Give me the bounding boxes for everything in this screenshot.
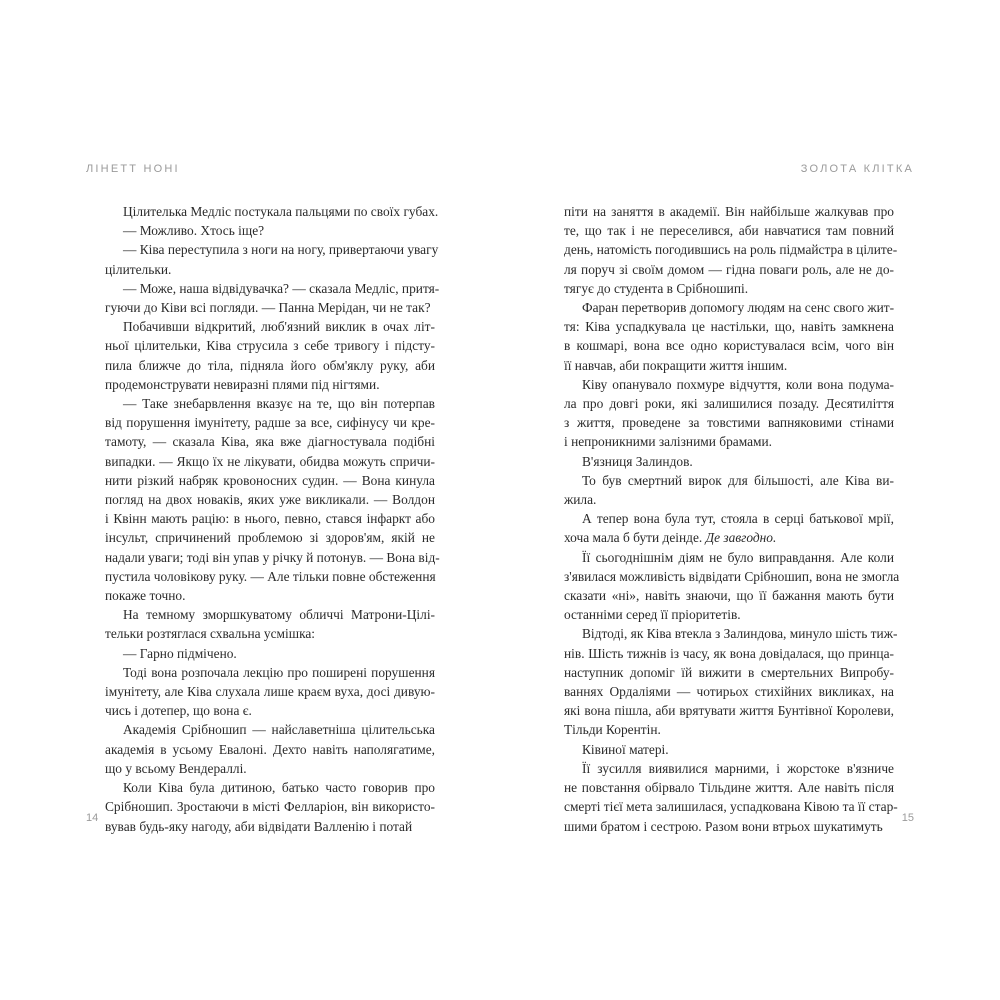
- text-line: Тоді вона розпочала лекцію про поширені порушення: [123, 664, 435, 680]
- paragraph: [105, 221, 435, 240]
- text-line: продемонструвати невиразні плями під нігтями.: [105, 376, 380, 392]
- paragraph: [105, 279, 440, 317]
- paragraph: [564, 298, 894, 375]
- text-line: які вона пішла, аби врятувати життя Бунтівної Королеви,: [564, 703, 894, 719]
- text-line: жила.: [564, 492, 597, 508]
- text-line: смерті тієї мета залишилася, успадкована Ківою та її стар-: [564, 799, 898, 815]
- paragraph: [105, 240, 439, 278]
- text-line: ньої цілительки, Ківа струсила з себе тривогу і підсту-: [105, 338, 435, 354]
- text-line: і непроникними залізними брамами.: [564, 434, 773, 450]
- page-number-right: 15: [901, 812, 914, 824]
- paragraph: [564, 375, 894, 452]
- text-line: академія в усьому Евалоні. Дехто навіть наполягатиме,: [105, 741, 435, 757]
- text-line: ла про довгі роки, які залишилися позаду. Десятиліття: [564, 396, 894, 412]
- text-line: Ківиної матері.: [582, 741, 669, 757]
- text-line: шими братом і сестрою. Разом вони втрьох шукатимуть: [564, 818, 883, 834]
- text-line: інсульт, спричинений проблемою зі здоров'ям, якій не: [105, 530, 435, 546]
- text-line: не повстання обірвало Тільдине життя. Але навіть після: [564, 780, 894, 796]
- text-line: Фаран перетворив допомогу людям на сенс свого жит-: [582, 300, 895, 316]
- text-line: те, що так і не переселився, аби навчатися там повний: [564, 223, 894, 239]
- paragraph: [564, 202, 898, 298]
- text-line: — Може, наша відвідувачка? — сказала Медліс, притя-: [123, 280, 440, 296]
- paragraph: [564, 509, 894, 547]
- text-line: На темному зморшкуватому обличчі Матрони-Цілі-: [123, 607, 435, 623]
- text-line: піти на заняття в академії. Він найбільше жалкував про: [564, 204, 894, 219]
- text-line: погляд на двох новаків, яких уже викликали. — Волдон: [105, 492, 435, 508]
- text-line: Ківу опанувало похмуре відчуття, коли вона подума-: [582, 376, 894, 392]
- paragraph: [564, 759, 898, 836]
- text-line: надали уваги; тоді він упав у річку й потонув. — Вона від-: [105, 549, 440, 565]
- text-line: В'язниця Залиндов.: [582, 453, 693, 469]
- text-line: останніми серед її пріоритетів.: [564, 607, 741, 623]
- text-line: випадки. — Якщо їх не лікувати, обидва можуть спричи-: [105, 453, 435, 469]
- text-line: її навчав, аби покращити життя іншим.: [564, 357, 788, 373]
- text-line: — Можливо. Хтось іще?: [123, 223, 265, 239]
- text-line: пустила чоловікову руку. — Але тільки повне обстеження: [105, 568, 436, 584]
- text-line: То був смертний вирок для більшості, але Ківа ви-: [582, 472, 894, 488]
- text-line: — Таке знебарвлення вказує на те, що він потерпав: [123, 396, 435, 412]
- text-line: цілительки.: [105, 261, 172, 277]
- text-line: день, натомість погодившись на роль підмайстра в цілите-: [564, 242, 898, 258]
- left-text-block: [105, 202, 440, 836]
- paragraph: [105, 720, 435, 778]
- text-line: — Ківа переступила з ноги на ногу, привертаючи увагу: [123, 242, 439, 258]
- paragraph: [105, 317, 435, 394]
- text-line: Її сьогоднішнім діям не було виправдання. Але коли: [582, 549, 894, 565]
- running-header-author: ЛІНЕТТ НОНІ: [86, 163, 180, 175]
- text-line: наступник допоміг їй вижити в смертельних Випробу-: [564, 664, 894, 680]
- text-line: з життя, проведене за товстими вапняковими стінами: [564, 415, 894, 431]
- right-page: [500, 0, 1000, 1000]
- text-line: Срібношип. Зростаючи в місті Фелларіон, він використо-: [105, 799, 435, 815]
- text-line: Тільди Корентін.: [564, 722, 661, 738]
- text-line: — Гарно підмічено.: [123, 645, 237, 661]
- text-line: тягує до студента в Срібношипі.: [564, 280, 749, 296]
- paragraph: [564, 740, 894, 759]
- text-line: А тепер вона була тут, стояла в серці батькової мрії,: [582, 511, 894, 527]
- text-line: в кошмарі, вона все одно користувалася всім, чого він: [564, 338, 894, 354]
- text-line: покаже точно.: [105, 588, 186, 604]
- text-line: вував будь-яку нагоду, аби відвідати Валленію і потай: [105, 818, 413, 834]
- text-line: від порушення імунітету, радше за все, сифінусу чи кре-: [105, 415, 435, 431]
- text-line: що у всьому Вендераллі.: [105, 760, 247, 776]
- paragraph: [105, 663, 435, 721]
- paragraph: [564, 548, 900, 625]
- paragraph: [105, 644, 435, 663]
- text-line: з'явилася можливість відвідати Срібношип, вона не змогла: [564, 568, 900, 584]
- text-line: пила ближче до тіла, підняла його обм'яклу руку, аби: [105, 357, 435, 373]
- paragraph: [564, 452, 894, 471]
- text-line: тельки розтяглася схвальна усмішка:: [105, 626, 316, 642]
- paragraph: [105, 778, 435, 836]
- text-line: і Квінн мають рацію: в нього, певно, стався інфаркт або: [105, 511, 435, 527]
- text-line: Відтоді, як Ківа втекла з Залиндова, минуло шість тиж-: [582, 626, 898, 642]
- text-line: Коли Ківа була дитиною, батько часто говорив про: [123, 780, 435, 796]
- text-line: ля поруч зі своїм домом — гідна поваги роль, але не до-: [564, 261, 894, 277]
- right-text-block: [564, 202, 900, 836]
- text-line: Цілителька Медліс постукала пальцями по своїх губах.: [123, 204, 439, 219]
- text-line: хоча мала б бути деінде. Де завгодно.: [564, 530, 777, 546]
- paragraph: [105, 605, 435, 643]
- paragraph: [105, 394, 440, 605]
- running-header-title: ЗОЛОТА КЛІТКА: [800, 163, 914, 175]
- text-line: Побачивши відкритий, люб'язний виклик в очах літ-: [123, 319, 435, 335]
- paragraph: [564, 624, 898, 739]
- text-line: нів. Шість тижнів із часу, як вона довідалася, що принца-: [564, 645, 894, 661]
- text-line: чись і дотепер, що вона є.: [105, 703, 252, 719]
- paragraph: [564, 471, 894, 509]
- text-line: гуючи до Ківи всі погляди. — Панна Мерідан, чи не так?: [105, 300, 431, 316]
- text-line: нити різкий набряк кровоносних судин. — Вона кинула: [105, 472, 435, 488]
- text-line: імунітету, але Ківа слухала лише краєм вуха, досі дивую-: [105, 684, 435, 700]
- text-line: сказати «ні», навіть знаючи, що її бажання мають бути: [564, 588, 894, 604]
- text-line: Її зусилля виявилися марними, і жорстоке в'язниче: [582, 760, 894, 776]
- text-line: ваннях Ордаліями — чотирьох стихійних викликах, на: [564, 684, 894, 700]
- text-line: тя: Ківа успадкувала це настільки, що, навіть замкнена: [564, 319, 894, 335]
- text-line: тамоту, — сказала Ківа, яка вже діагностувала подібні: [105, 434, 435, 450]
- paragraph: [105, 202, 439, 221]
- page-number-left: 14: [86, 812, 99, 824]
- text-line: Академія Срібношип — найславетніша цілительська: [123, 722, 435, 738]
